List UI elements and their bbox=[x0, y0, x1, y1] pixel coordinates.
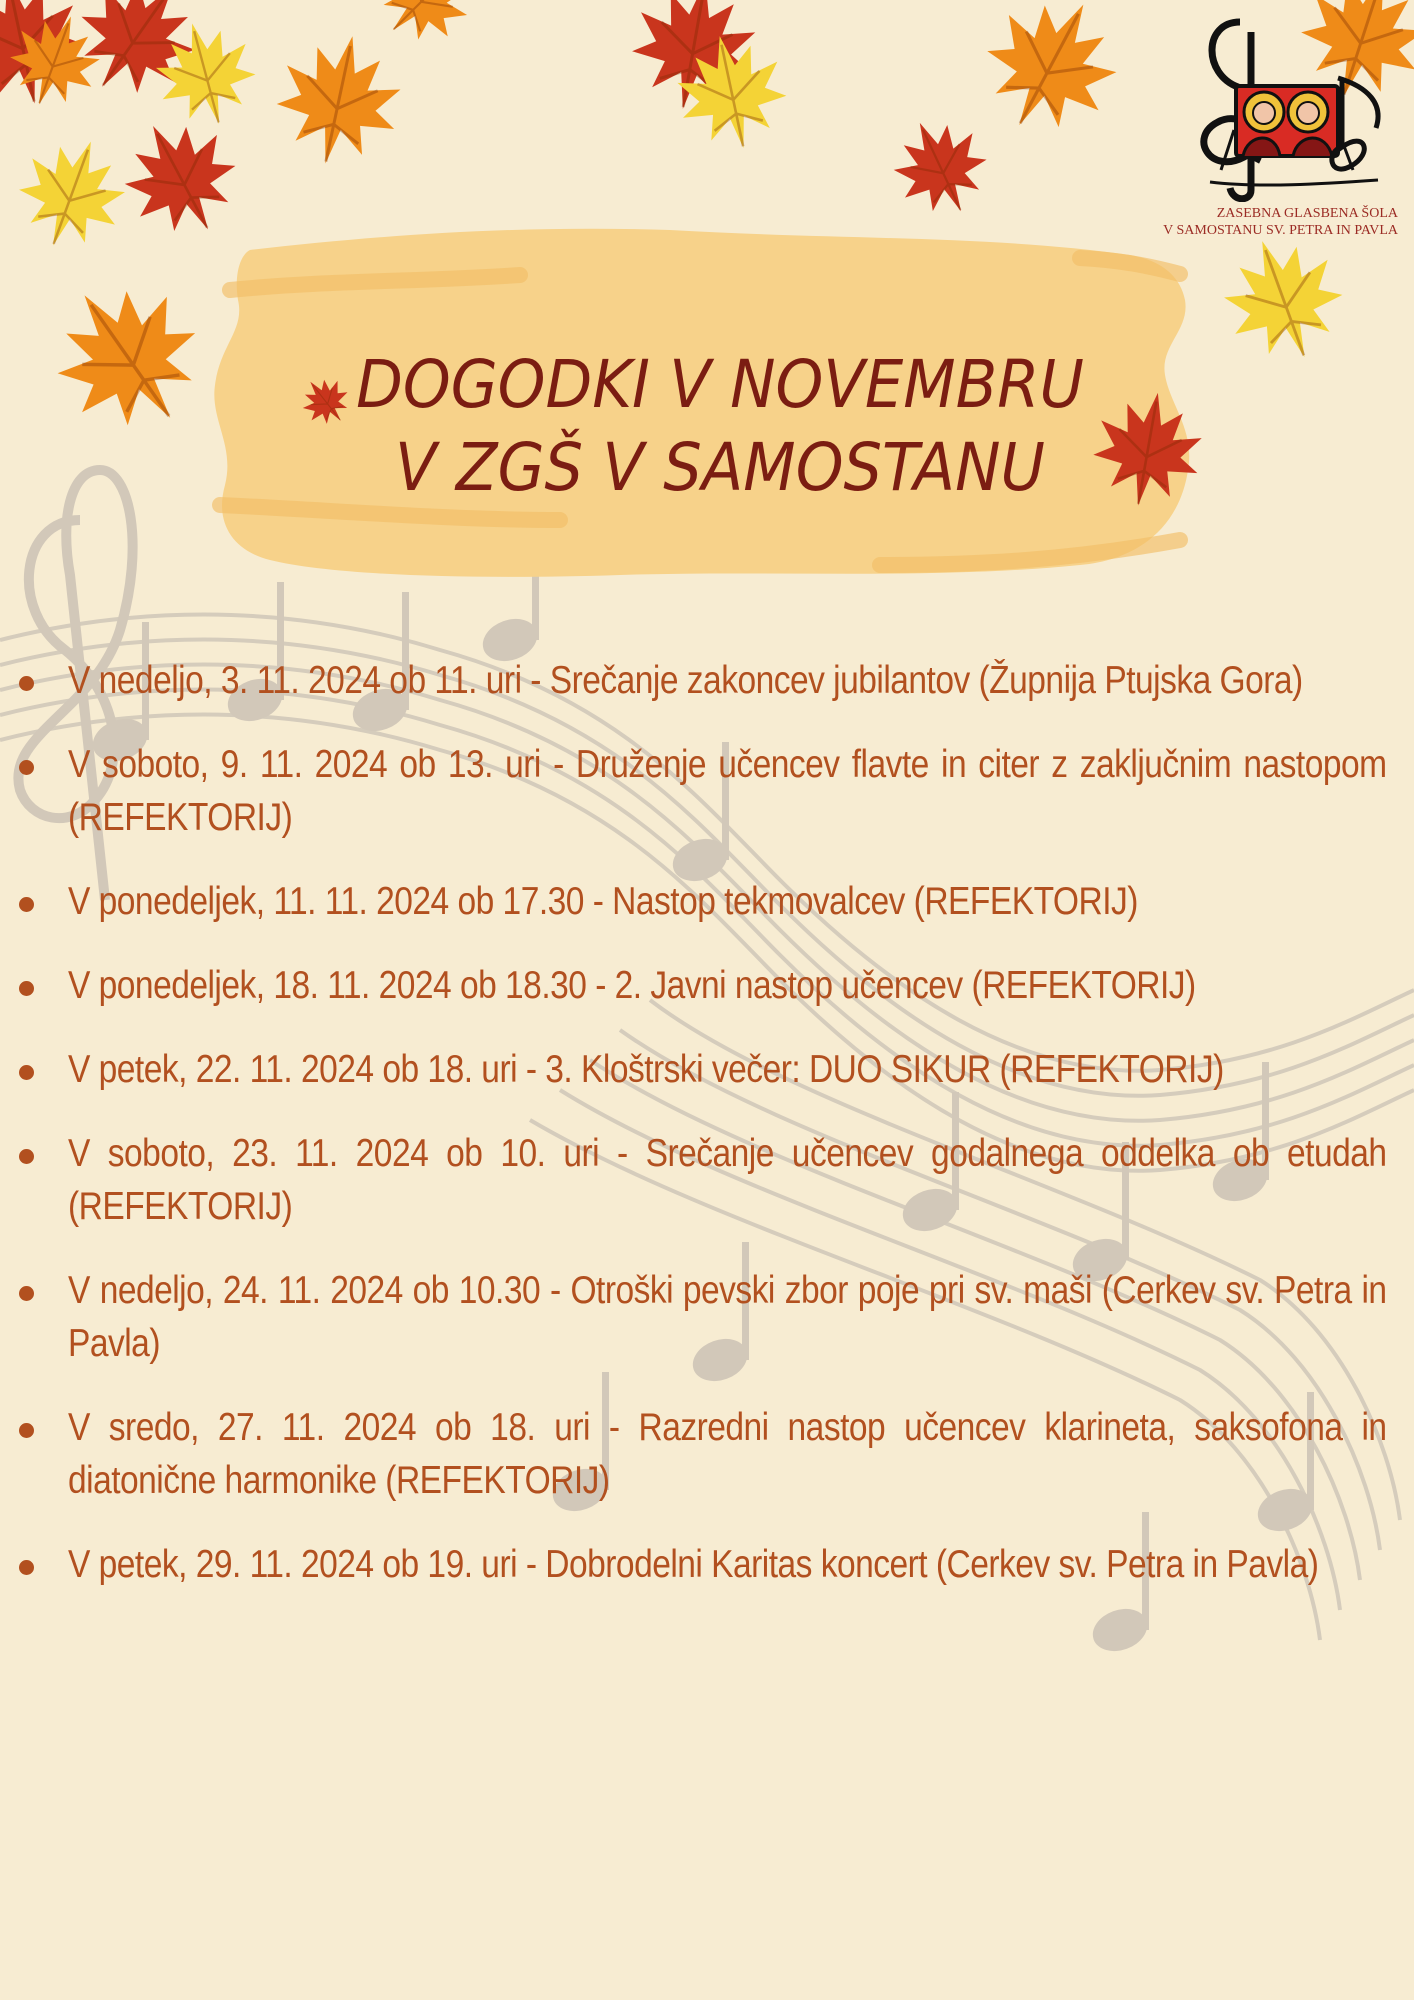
event-text: V petek, 22. 11. 2024 ob 18. uri - 3. Kloštrski večer: DUO SIKUR (REFEKTORIJ) bbox=[68, 1048, 1224, 1091]
logo-caption-line-2: V SAMOSTANU SV. PETRA IN PAVLA bbox=[1163, 223, 1398, 238]
event-item bbox=[68, 654, 1392, 707]
page-title bbox=[220, 344, 1220, 509]
event-text: V soboto, 23. 11. 2024 ob 10. uri - Srečanje učencev godalnega oddelka ob etudah (REFEKTORIJ) bbox=[68, 1132, 1387, 1228]
logo-caption bbox=[1148, 205, 1398, 239]
event-item bbox=[68, 959, 1392, 1012]
event-item bbox=[68, 1264, 1392, 1370]
event-text: V nedeljo, 3. 11. 2024 ob 11. uri - Srečanje zakoncev jubilantov (Župnija Ptujska Gora) bbox=[68, 659, 1303, 702]
event-item bbox=[68, 875, 1392, 928]
logo-caption-line-1: ZASEBNA GLASBENA ŠOLA bbox=[1216, 206, 1398, 221]
event-list bbox=[68, 654, 1392, 1622]
event-item bbox=[68, 1538, 1392, 1591]
event-text: V petek, 29. 11. 2024 ob 19. uri - Dobrodelni Karitas koncert (Cerkev sv. Petra in Pavla) bbox=[68, 1543, 1319, 1586]
event-text: V ponedeljek, 18. 11. 2024 ob 18.30 - 2. Javni nastop učencev (REFEKTORIJ) bbox=[68, 964, 1196, 1007]
event-text: V ponedeljek, 11. 11. 2024 ob 17.30 - Nastop tekmovalcev (REFEKTORIJ) bbox=[68, 880, 1138, 923]
event-item bbox=[68, 1043, 1392, 1096]
page-title-line-2: V ZGŠ V SAMOSTANU bbox=[395, 428, 1045, 506]
event-text: V sredo, 27. 11. 2024 ob 18. uri - Razredni nastop učencev klarineta, saksofona in diatonične harmonike (REFEKTORIJ) bbox=[68, 1406, 1387, 1502]
event-item bbox=[68, 1401, 1392, 1507]
event-text: V soboto, 9. 11. 2024 ob 13. uri - Druženje učencev flavte in citer z zaključnim nastopom (REFEKTORIJ) bbox=[68, 743, 1387, 839]
music-school-seal-icon bbox=[1148, 12, 1408, 202]
school-logo bbox=[1148, 12, 1408, 238]
event-text: V nedeljo, 24. 11. 2024 ob 10.30 - Otroški pevski zbor poje pri sv. maši (Cerkev sv. Petra in Pavla) bbox=[68, 1269, 1387, 1365]
event-item bbox=[68, 1127, 1392, 1233]
page-title-line-1: DOGODKI V NOVEMBRU bbox=[356, 346, 1084, 424]
event-item bbox=[68, 738, 1392, 844]
